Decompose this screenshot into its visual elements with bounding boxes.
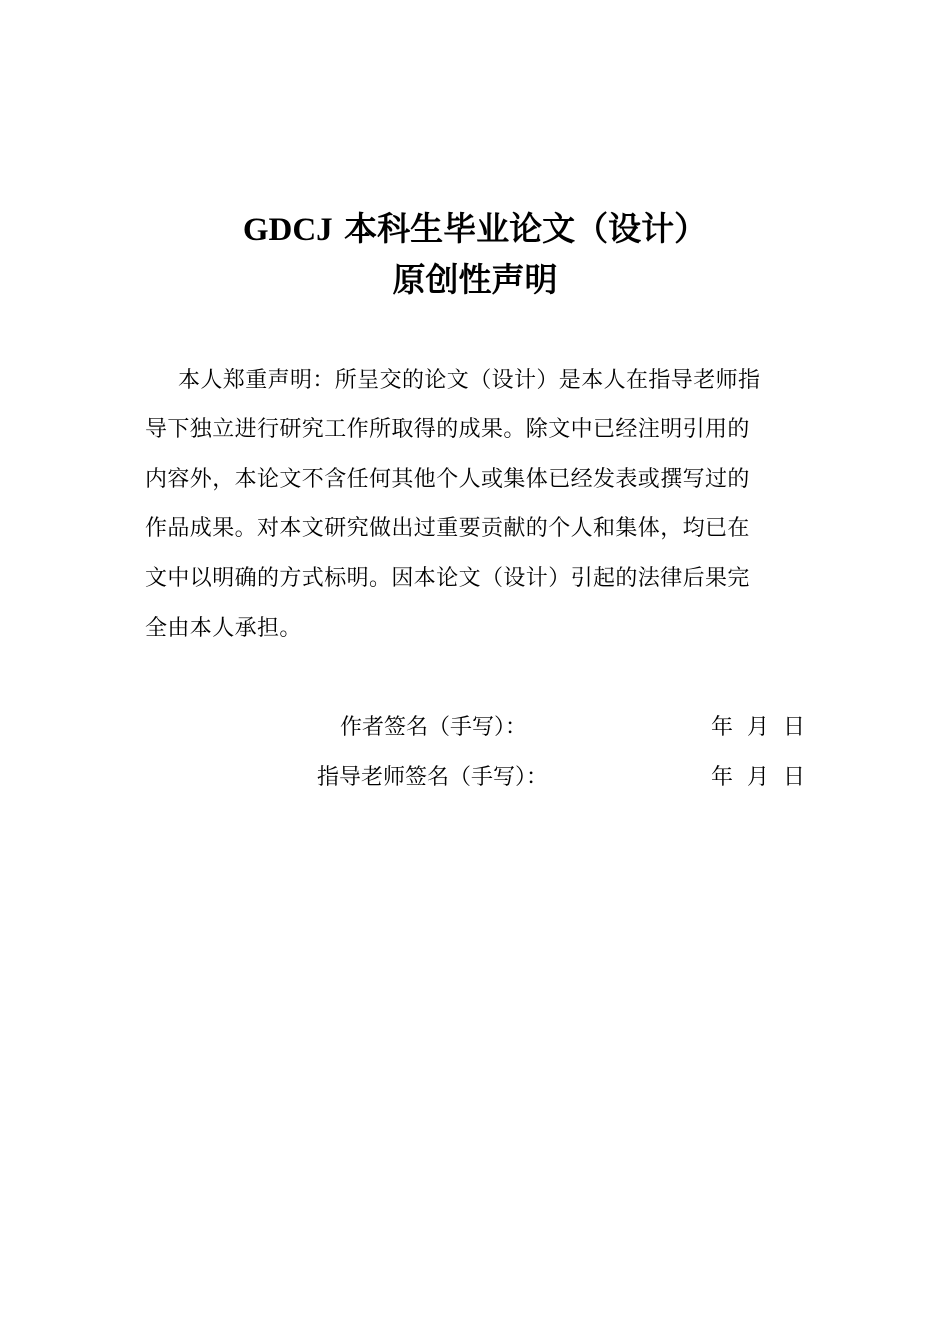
date-day: 日 (783, 715, 806, 740)
advisor-signature-date (711, 763, 805, 793)
statement-line: 全由本人承担。 (145, 616, 302, 641)
date-month: 月 (747, 715, 770, 740)
page-title (0, 209, 950, 250)
title-latin: GDCJ (242, 212, 333, 248)
statement-line: 文中以明确的方式标明。因本论文（设计）引起的法律后果完 (145, 566, 750, 591)
title-chinese: 本科生毕业论文（设计） (332, 209, 708, 248)
statement-line: 内容外，本论文不含任何其他个人或集体已经发表或撰写过的 (145, 467, 750, 492)
advisor-signature-label: 指导老师签名（手写）： (317, 765, 549, 790)
author-signature-label: 作者签名（手写）： (340, 715, 528, 740)
statement-line: 导下独立进行研究工作所取得的成果。除文中已经注明引用的 (145, 417, 750, 442)
author-signature-date (711, 713, 805, 743)
date-year: 年 (711, 715, 734, 740)
date-day: 日 (783, 765, 806, 790)
date-year: 年 (711, 765, 734, 790)
page-subtitle: 原创性声明 (392, 260, 558, 299)
statement-line: 作品成果。对本文研究做出过重要贡献的个人和集体，均已在 (145, 516, 750, 541)
date-month: 月 (747, 765, 770, 790)
statement-line: 本人郑重声明：所呈交的论文（设计）是本人在指导老师指 (178, 368, 761, 393)
